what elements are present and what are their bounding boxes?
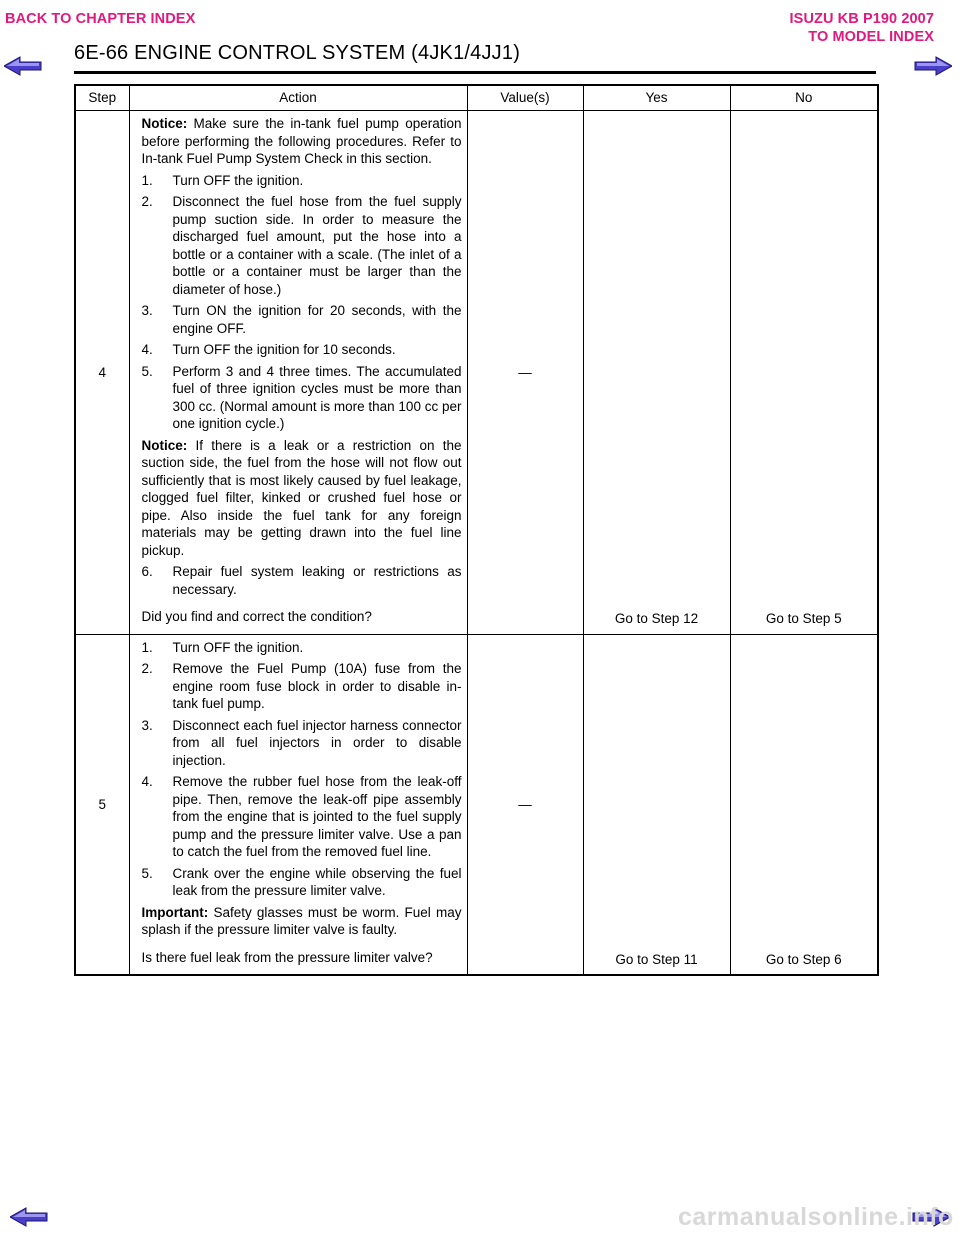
item-text: Turn OFF the ignition. (172, 172, 304, 188)
item-number: 4. (141, 774, 153, 789)
item-text: Turn OFF the ignition for 10 seconds. (172, 342, 396, 357)
notice-paragraph (142, 115, 462, 168)
item-text: Turn OFF the ignition. (172, 639, 304, 655)
header-action: Action (129, 85, 467, 111)
important-label: Important: (141, 904, 209, 920)
list-item (142, 193, 462, 298)
list-item (142, 639, 462, 657)
list-item (142, 660, 462, 713)
notice-label: Notice: (141, 116, 188, 131)
no-cell: Go to Step 6 (730, 634, 878, 975)
list-item (142, 717, 462, 770)
item-number: 3. (141, 303, 153, 318)
value-cell: — (467, 111, 583, 635)
item-text: Turn ON the ignition for 20 seconds, with the engine OFF. (172, 303, 462, 336)
title-rule (74, 71, 876, 74)
watermark: carmanualsonline.info (678, 1203, 954, 1231)
action-cell (129, 634, 467, 975)
item-number: 1. (141, 639, 153, 655)
notice-text: If there is a leak or a restriction on the suction side, the fuel from the hose will not flow out sufficiently that is most likely caused by fuel leakage, clogged fuel filter, kinked or crushed fuel hose or pipe. Also inside the fuel tank for any foreign materials may be getting drawn into the fuel line pickup. (141, 437, 462, 558)
step-number: 5 (75, 634, 129, 975)
table-row-step-4 (75, 111, 878, 635)
important-text: Safety glasses must be worm. Fuel may splash if the pressure limiter valve is faulty. (141, 904, 462, 937)
yes-cell: Go to Step 12 (583, 111, 730, 635)
item-text: Perform 3 and 4 three times. The accumulated fuel of three ignition cycles must be more than 300 cc. (Normal amount is more than 100 cc per one ignition cycle.) (172, 363, 462, 431)
header-step: Step (75, 85, 129, 111)
next-page-arrow-icon[interactable] (914, 56, 952, 76)
value-cell: — (467, 634, 583, 975)
previous-page-arrow-icon[interactable] (4, 56, 42, 76)
notice-label: Notice: (141, 437, 188, 453)
procedure-list (142, 172, 462, 433)
list-item (142, 363, 462, 433)
item-number: 3. (141, 717, 153, 733)
header-values: Value(s) (467, 85, 583, 111)
list-item (142, 865, 462, 900)
list-item (142, 563, 462, 598)
notice-paragraph (142, 437, 462, 560)
item-number: 5. (141, 865, 153, 881)
table-header-row (75, 85, 878, 111)
question-text: Did you find and correct the condition? (141, 609, 372, 624)
list-item (142, 773, 462, 861)
yes-cell: Go to Step 11 (583, 634, 730, 975)
header-no: No (730, 85, 878, 111)
item-text: Repair fuel system leaking or restrictions as necessary. (172, 564, 462, 597)
to-model-index-link[interactable]: TO MODEL INDEX (808, 29, 934, 45)
page-title: 6E-66 ENGINE CONTROL SYSTEM (4JK1/4JJ1) (74, 42, 521, 64)
item-number: 2. (141, 194, 153, 209)
list-item (142, 341, 462, 359)
step-number: 4 (75, 111, 129, 635)
list-item (142, 302, 462, 337)
action-cell (129, 111, 467, 635)
item-text: Remove the Fuel Pump (10A) fuse from the engine room fuse block in order to disable in-tank fuel pump. (172, 661, 462, 711)
item-number: 5. (141, 363, 153, 379)
previous-page-bottom-arrow-icon[interactable] (10, 1207, 48, 1227)
procedure-list (142, 639, 462, 900)
back-to-chapter-index-link[interactable]: BACK TO CHAPTER INDEX (5, 11, 196, 27)
list-item (142, 172, 462, 190)
table-row-step-5 (75, 634, 878, 975)
item-text: Disconnect each fuel injector harness connector from all fuel injectors in order to disable injection. (172, 717, 462, 768)
no-cell: Go to Step 5 (730, 111, 878, 635)
item-text: Crank over the engine while observing the fuel leak from the pressure limiter valve. (172, 865, 462, 898)
diagnostic-table (74, 84, 879, 976)
header-yes: Yes (583, 85, 730, 111)
item-text: Disconnect the fuel hose from the fuel supply pump suction side. In order to measure the discharged fuel amount, put the hose into a bottle or a container with a scale. (The inlet of a bottle or a container must be larger than the diameter of hose.) (172, 194, 462, 297)
question-text: Is there fuel leak from the pressure limiter valve? (141, 949, 433, 965)
item-text: Remove the rubber fuel hose from the leak-off pipe. Then, remove the leak-off pipe assembly from the engine that is jointed to the fuel supply pump and the pressure limiter valve. Use a pan to catch the fuel from the removed fuel line. (172, 774, 462, 859)
notice-text: Make sure the in-tank fuel pump operation before performing the following procedures. Refer to In-tank Fuel Pump System Check in this section. (141, 116, 462, 166)
procedure-list (142, 563, 462, 598)
item-number: 1. (141, 172, 153, 188)
important-paragraph (142, 904, 462, 939)
item-number: 2. (141, 661, 153, 676)
model-title-link[interactable]: ISUZU KB P190 2007 (789, 11, 934, 27)
item-number: 4. (141, 342, 153, 357)
item-number: 6. (141, 564, 153, 579)
